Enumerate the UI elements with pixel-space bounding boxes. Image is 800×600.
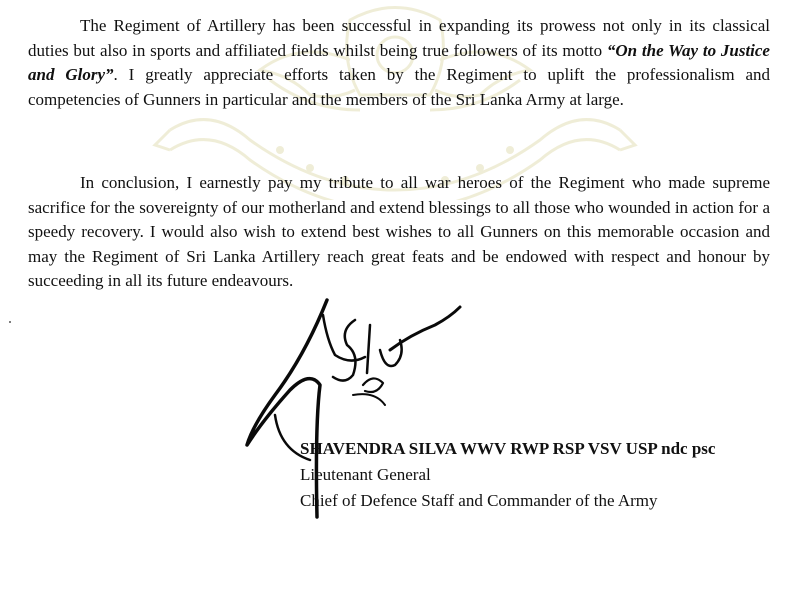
signatory-position: Chief of Defence Staff and Commander of the Army [300, 491, 658, 510]
paragraph-conclusion: In conclusion, I earnestly pay my tribute to all war heroes of the Regiment who made supreme sacrifice for the sovereignty of our motherland and extend blessings to all those who wounded in action for a speedy recovery. I would also wish to extend best wishes to all Gunners on this memorable occasion and may the Regiment of Sri Lanka Artillery reach great feats and be endowed with respect and honour by succeeding in all its future endeavours. [28, 173, 770, 290]
paragraph-regiment-achievements [28, 14, 770, 112]
paragraph1-text-end: . I greatly appreciate efforts taken by the Regiment to uplift the professionalism and competencies of Gunners in particular and the members of the Sri Lanka Army at large. [28, 65, 770, 109]
signatory-name: SHAVENDRA SILVA WWV RWP RSP VSV USP ndc psc [300, 439, 716, 458]
scan-speck [9, 321, 11, 323]
regiment-motto: “On the Way to Justice and Glory” [28, 40, 770, 84]
signatory-rank: Lieutenant General [300, 465, 431, 484]
signatory-block [300, 436, 715, 514]
paragraph1-text-start: The Regiment of Artillery has been successful in expanding its prowess not only in its classical duties but also in sports and affiliated fields whilst being true followers of its motto [28, 16, 770, 60]
